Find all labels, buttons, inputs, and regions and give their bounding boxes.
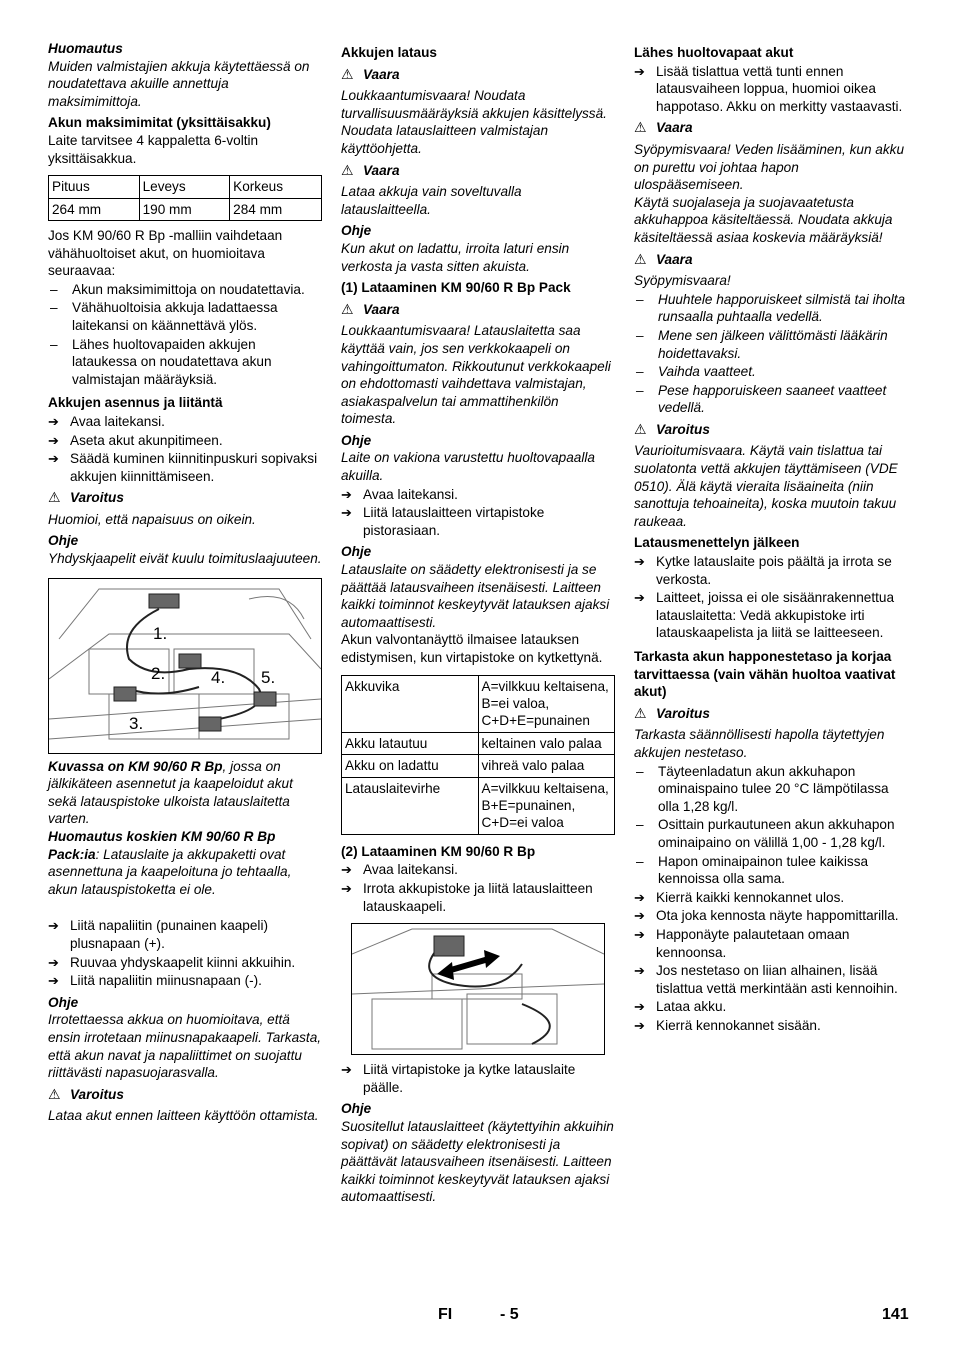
arrow-icon: ➔ — [341, 862, 352, 878]
warning-triangle-icon: ⚠ — [634, 420, 647, 437]
list-item: – Osittain purkautuneen akun akkuhapon ominaipaino on välillä 1,00 - 1,28 kg/l. — [636, 817, 895, 850]
step-item: ➔ Ota joka kennosta näyte happomittarilla. — [634, 908, 899, 924]
table-row — [342, 777, 615, 834]
charger-connection-figure — [351, 923, 605, 1055]
warning-triangle-icon: ⚠ — [634, 119, 647, 136]
pack-note: Huomautus koskien KM 90/60 R Bp Pack:ia: Latauslaite ja akkupaketti ovat asennettuna ja kaapeloituna jo tehtaalla, akun latauspistoketta ei ole. — [48, 829, 292, 897]
note-title: Ohje — [341, 1101, 372, 1117]
column-2 — [341, 40, 615, 1206]
note-title: Ohje — [48, 533, 79, 549]
note-text: Irrotettaessa akkua on huomioitava, että ensin irrotetaan miinusnapakaapeli. Tarkasta, että akun navat ja napaliittimet on suojattu riittävästi napasuojarasvalla. — [48, 1012, 322, 1081]
table-cell: vihreä valo palaa — [478, 755, 615, 777]
step-item: ➔ Liitä napaliitin (punainen kaapeli) plusnapaan (+). — [48, 918, 268, 951]
section-heading: Akkujen asennus ja liitäntä — [48, 395, 223, 411]
warning-heading: ⚠ Varoitus — [634, 420, 710, 437]
step-item: ➔ Irrota akkupistoke ja liitä latauslaitteen latauskaapeli. — [341, 881, 593, 914]
table-cell: Latauslaitevirhe — [342, 777, 479, 834]
subsection-heading: (2) Lataaminen KM 90/60 R Bp — [341, 843, 536, 859]
arrow-icon: ➔ — [634, 63, 645, 79]
section-heading: Lähes huoltovapaat akut — [634, 45, 794, 60]
arrow-icon: ➔ — [634, 908, 645, 924]
note-title: Ohje — [341, 544, 372, 560]
section-heading: Tarkasta akun happonestetaso ja korjaa tarvittaessa (vain vähän huoltoa vaativat akut) — [634, 649, 896, 700]
danger-text: Lataa akkuja vain soveltuvalla latauslaitteella. — [341, 184, 522, 217]
warning-text: Lataa akut ennen laitteen käyttöön ottamista. — [48, 1108, 319, 1124]
step-item: ➔ Kytke latauslaite pois päältä ja irrota se verkosta. — [634, 554, 892, 587]
danger-text: Loukkaantumisvaara! Latauslaitetta saa käyttää vain, jos sen verkkokaapeli on vahingoittumaton. Rikkoutunut verkkokaapeli on ehdottomasti vaihdettava valmistajan, asiakaspalvelun tai ammattihenkilön toimesta. — [341, 323, 611, 427]
note-text: Suositellut latauslaitteet (käytettyihin akkuihin sopivat) on säädetty elektronisesti ja päättävät latausvaiheen itsenäisesti. Laitteen kaikki toiminnot keskeytyvät latauksen ajaksi automaattisesti. — [341, 1119, 614, 1205]
warning-text: Huomioi, että napaisuus on oikein. — [48, 511, 256, 527]
arrow-icon: ➔ — [341, 505, 352, 521]
step-item: ➔ Liitä napaliitin miinusnapaan (-). — [48, 973, 262, 989]
footer-section-page: - 5 — [500, 1306, 519, 1323]
section-heading: Akkujen lataus — [341, 45, 437, 60]
danger-text: Syöpymisvaara! Veden lisääminen, kun akku on purettu voi johtaa hapon ulospääsemiseen. — [634, 141, 905, 193]
arrow-icon: ➔ — [48, 413, 59, 429]
figure-label: 3. — [129, 713, 144, 733]
step-item: ➔ Säädä kuminen kiinnitinpuskuri sopivaksi akkujen kiinnittämiseen. — [48, 451, 318, 484]
arrow-icon: ➔ — [634, 554, 645, 570]
warning-triangle-icon: ⚠ — [341, 300, 354, 317]
arrow-icon: ➔ — [341, 1062, 352, 1078]
list-item: – Vähähuoltoisia akkuja ladattaessa laitekansi on käännettävä ylös. — [50, 300, 278, 333]
footer-language: FI — [438, 1306, 453, 1323]
step-item: ➔ Happonäyte palautetaan omaan kennoonsa. — [634, 926, 850, 960]
note-text: Muiden valmistajien akkuja käytettäessä on noudatettava akuille annettuja maksimimittoja. — [48, 58, 310, 109]
figure-caption: Kuvassa on KM 90/60 R Bp, jossa on jälkikäteen asennetut ja kaapeloidut akut sekä latauspistoke ulkoista latauslaitetta varten. — [48, 758, 293, 827]
warning-triangle-icon: ⚠ — [48, 1085, 61, 1102]
table-header: Pituus — [49, 176, 140, 198]
paragraph: Akun valvontanäyttö ilmaisee latauksen edistymisen, kun virtapistoke on kytkettynä. — [341, 632, 603, 665]
arrow-icon: ➔ — [634, 926, 645, 942]
warning-triangle-icon: ⚠ — [341, 65, 354, 82]
arrow-icon: ➔ — [634, 1017, 645, 1033]
danger-heading: ⚠ Vaara — [634, 119, 693, 136]
table-row — [342, 755, 615, 777]
note-text: Yhdyskjaapelit eivät kuulu toimituslaajuuteen. — [48, 551, 322, 567]
note-title: Ohje — [341, 223, 372, 239]
arrow-icon: ➔ — [48, 973, 59, 989]
step-item: ➔ Jos nestetaso on liian alhainen, lisää tislattua vettä merkintään asti kennoihin. — [634, 963, 898, 996]
warning-text: Tarkasta säännöllisesti hapolla täytettyjen akkujen nestetaso. — [634, 727, 885, 760]
note-text: Latauslaite on säädetty elektronisesti ja se päättää latausvaiheen itsenäisesti. Laitteen kaikki toiminnot keskeytyvät latauksen ajaksi automaattisesti. — [341, 562, 610, 630]
warning-triangle-icon: ⚠ — [341, 161, 354, 178]
step-item: ➔ Avaa laitekansi. — [48, 413, 165, 429]
figure-label: 4. — [211, 667, 226, 687]
paragraph: Jos KM 90/60 R Bp -malliin vaihdetaan vähähuoltoiset akut, on huomioitava seuraavaa: — [48, 227, 283, 279]
step-item: ➔ Ruuvaa yhdyskaapelit kiinni akkuihin. — [48, 954, 296, 970]
table-header: Leveys — [139, 176, 230, 198]
arrow-icon: ➔ — [48, 954, 59, 970]
section-heading: Latausmenettelyn jälkeen — [634, 535, 800, 551]
list-item: – Hapon ominaipainon tulee kaikissa kennoissa olla sama. — [636, 853, 869, 887]
list-item: – Vaihda vaatteet. — [636, 364, 756, 380]
step-item: ➔ Kierrä kennokannet sisään. — [634, 1017, 821, 1033]
warning-heading: ⚠ Varoitus — [48, 1085, 124, 1102]
footer-page-number: 141 — [882, 1306, 909, 1323]
danger-heading: ⚠ Vaara — [341, 161, 400, 178]
arrow-icon: ➔ — [634, 590, 645, 606]
danger-text: Syöpymisvaara! — [634, 273, 731, 289]
dimensions-table — [48, 175, 322, 221]
arrow-icon: ➔ — [341, 486, 352, 502]
table-cell: A=vilkkuu keltaisena, B=ei valoa, C+D+E=punainen — [478, 675, 615, 732]
table-header: Korkeus — [230, 176, 322, 198]
list-item: – Täyteenladatun akun akkuhapon ominaispaino tulee 20 °C lämpötilassa olla 1,28 kg/l. — [636, 763, 889, 814]
table-row — [342, 675, 615, 732]
warning-text: Vaurioitumisvaara. Käytä vain tislattua tai suolatonta vettä akkujen täyttämiseen (VDE 0510). Älä käytä vieraita lisäaineita (niin sanottuja tehoaineita), koska muutoin takuu raukeaa. — [634, 443, 898, 529]
danger-heading: ⚠ Vaara — [341, 300, 400, 317]
arrow-icon: ➔ — [48, 451, 59, 467]
arrow-icon: ➔ — [48, 918, 59, 934]
step-item: ➔ Kierrä kaikki kennokannet ulos. — [634, 889, 845, 905]
note-text: Kun akut on ladattu, irroita laturi ensin verkosta ja vasta sitten akuista. — [341, 240, 570, 274]
paragraph: Laite tarvitsee 4 kappaletta 6-voltin yksittäisakkua. — [48, 132, 259, 166]
note-title: Ohje — [48, 994, 79, 1010]
step-item: ➔ Avaa laitekansi. — [341, 862, 458, 878]
step-item: ➔ Liitä virtapistoke ja kytke latauslaite päälle. — [341, 1062, 576, 1095]
battery-wiring-figure — [48, 578, 322, 754]
list-item: – Akun maksimimittoja on noudatettavia. — [50, 281, 305, 297]
danger-text: Käytä suojalaseja ja suojavaatetusta akkuhappoa käsiteltäessä. Noudata akkuja käsiteltäessä asiaa koskevia määräyksiä! — [634, 194, 893, 245]
section-heading: Akun maksimimitat (yksittäisakku) — [48, 115, 271, 131]
list-item: – Huuhtele happoruiskeet silmistä tai iholta runsaalla puhtaalla vedellä. — [636, 291, 906, 325]
warning-triangle-icon: ⚠ — [634, 704, 647, 721]
table-cell: 284 mm — [230, 198, 322, 220]
step-item: ➔ Avaa laitekansi. — [341, 486, 458, 502]
column-3 — [634, 40, 908, 1035]
step-item: ➔ Lataa akku. — [634, 999, 727, 1015]
charger-connection-illustration — [352, 924, 604, 1054]
warning-triangle-icon: ⚠ — [634, 250, 647, 267]
danger-heading: ⚠ Vaara — [341, 65, 400, 82]
step-item: ➔ Liitä latauslaitteen virtapistoke pistorasiaan. — [341, 505, 545, 538]
battery-wiring-illustration — [49, 579, 321, 753]
status-table — [341, 675, 615, 835]
note-text: Laite on vakiona varustettu huoltovapaalla akuilla. — [341, 450, 595, 484]
table-cell: A=vilkkuu keltaisena, B+E=punainen, C+D=ei valoa — [478, 777, 615, 834]
column-1 — [48, 40, 322, 1125]
figure-label: 5. — [261, 667, 276, 687]
warning-heading: ⚠ Varoitus — [48, 489, 124, 506]
table-cell: keltainen valo palaa — [478, 732, 615, 754]
step-item: ➔ Lisää tislattua vettä tunti ennen latausvaiheen loppua, huomioi oikea happotaso. Akku on merkitty vastaavasti. — [634, 63, 903, 114]
table-cell: Akkuvika — [342, 675, 479, 732]
note-title: Ohje — [341, 432, 372, 448]
step-item: ➔ Aseta akut akunpitimeen. — [48, 432, 223, 448]
list-item: – Pese happoruiskeen saaneet vaatteet vedellä. — [636, 382, 887, 416]
note-title: Huomautus — [48, 41, 123, 56]
figure-label: 1. — [153, 623, 168, 643]
danger-heading: ⚠ Vaara — [634, 250, 693, 267]
warning-triangle-icon: ⚠ — [48, 489, 61, 506]
table-cell: 264 mm — [49, 198, 140, 220]
figure-label: 2. — [151, 663, 166, 683]
arrow-icon: ➔ — [634, 999, 645, 1015]
subsection-heading: (1) Lataaminen KM 90/60 R Bp Pack — [341, 280, 571, 296]
list-item: – Mene sen jälkeen välittömästi lääkärin hoidettavaksi. — [636, 327, 888, 361]
table-cell: Akku latautuu — [342, 732, 479, 754]
danger-text: Loukkaantumisvaara! Noudata turvallisuusmääräyksiä akkujen käsittelyssä. Noudata latauslaitteen valmistajan käyttöohjetta. — [341, 88, 607, 156]
table-cell: Akku on ladattu — [342, 755, 479, 777]
arrow-icon: ➔ — [634, 963, 645, 979]
arrow-icon: ➔ — [48, 432, 59, 448]
warning-heading: ⚠ Varoitus — [634, 704, 710, 721]
list-item: – Lähes huoltovapaiden akkujen lataukessa on noudatettava akun valmistajan määräyksiä. — [50, 336, 272, 387]
table-cell: 190 mm — [139, 198, 230, 220]
step-item: ➔ Laitteet, joissa ei ole sisäänrakennettua latauslaitetta: Vedä akkupistoke irti latauskaapelista ja liitä se laitteeseen. — [634, 590, 895, 641]
arrow-icon: ➔ — [634, 889, 645, 905]
table-row — [342, 732, 615, 754]
arrow-icon: ➔ — [341, 881, 352, 897]
